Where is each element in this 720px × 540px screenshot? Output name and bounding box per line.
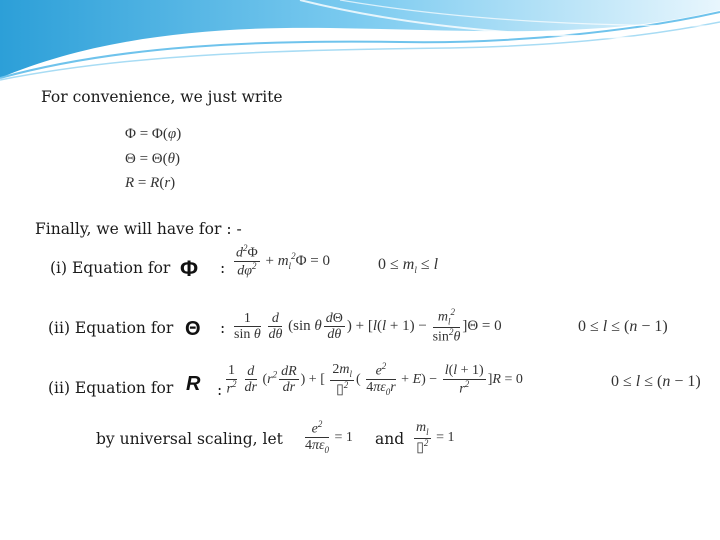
- r-symbol: R: [186, 373, 201, 395]
- equation-phi: $\frac{d^2\Phi}{d\varphi^2}$ + $m_l^2\Phi = 0$: [236, 243, 330, 279]
- finally-text: Finally, we will have for : -: [35, 220, 242, 238]
- range-theta: 0 ≤ l ≤ (n − 1): [578, 318, 668, 335]
- item-3-label: (ii) Equation for: [48, 379, 174, 397]
- definition-theta: Θ = Θ(θ): [125, 151, 180, 167]
- equation-theta: $\frac{1}{\text{sin θ}}$ $\frac{d}{d\theta}$ (sin θ $\frac{d\Theta}{d\theta}$ ) + [l(l + 1) − $\frac{m_l^2}{\sin^2\theta}$ ]Θ = 0: [234, 307, 502, 345]
- intro-text: For convenience, we just write: [41, 88, 283, 106]
- theta-symbol: Θ: [185, 318, 201, 340]
- range-r: 0 ≤ l ≤ (n − 1): [611, 373, 701, 390]
- definition-phi: Φ = Φ(φ): [125, 126, 182, 142]
- header-wave-banner: [0, 0, 720, 90]
- scaling-eq-2: $\frac{m_l}{▯^2}$ = 1: [416, 420, 455, 456]
- scaling-eq-1: $\frac{e^2}{4\pi\varepsilon_0}$ = 1: [305, 419, 353, 455]
- scaling-text: by universal scaling, let: [96, 430, 283, 448]
- equation-r: $\frac{1}{r^2}$ $\frac{d}{dr}$ ($r^2$ $\frac{dR}{dr}$ ) + [ $\frac{2m_l}{▯^2}$ ( $\frac{e^2}{4\pi\varepsilon_0r}$ + E) − $\frac{l(l + 1)}{r^2}$ ]R = 0: [226, 361, 523, 398]
- range-phi: $0 \le m_l \le l$: [378, 256, 439, 276]
- item-1-colon: :: [220, 259, 226, 277]
- item-2-label: (ii) Equation for: [48, 319, 174, 337]
- item-3-colon: :: [217, 381, 223, 399]
- definition-r: R = R(r): [125, 175, 176, 191]
- item-2-colon: :: [220, 319, 226, 337]
- phi-symbol: Φ: [180, 256, 199, 281]
- scaling-and: and: [375, 430, 405, 448]
- item-1-label: (i) Equation for: [50, 259, 171, 277]
